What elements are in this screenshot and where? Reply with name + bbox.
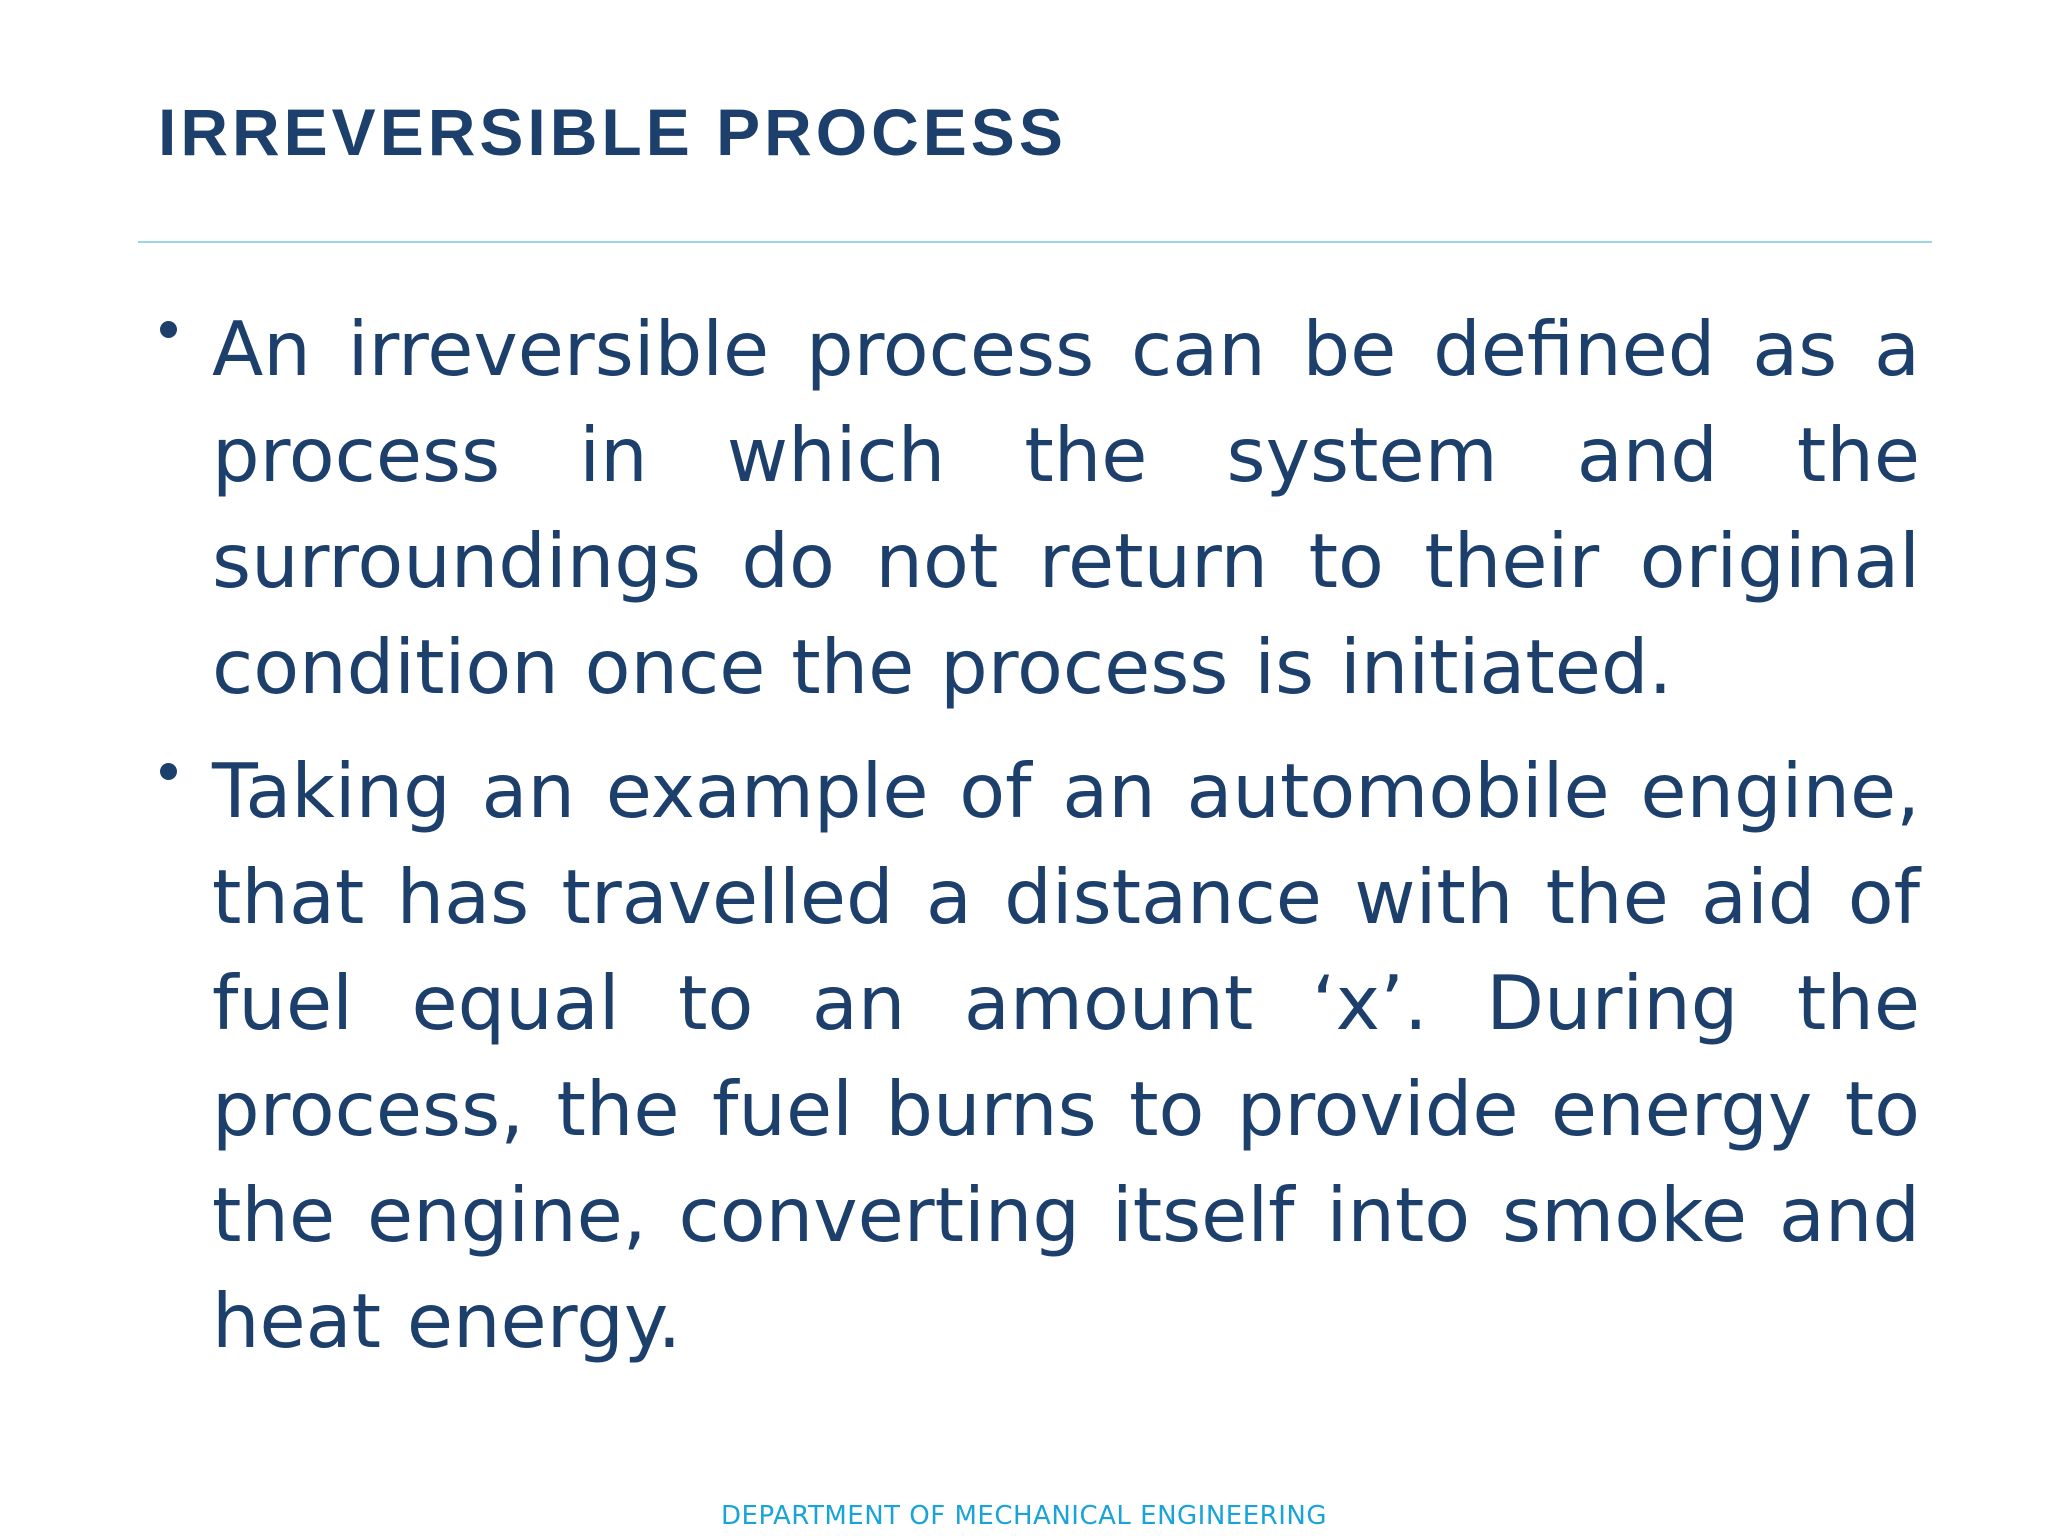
bullet-dot-icon <box>160 321 177 338</box>
slide-title: IRREVERSIBLE PROCESS <box>158 95 1067 169</box>
bullet-list <box>160 296 1920 1392</box>
bullet-text: An irreversible process can be defined as a process in which the system and the surroundings do not return to their original condition once the process is initiated. <box>212 305 1920 711</box>
bullet-item-1 <box>160 296 1920 720</box>
footer-department: DEPARTMENT OF MECHANICAL ENGINEERING <box>721 1501 1327 1531</box>
bullet-text: Taking an example of an automobile engine, that has travelled a distance with the aid of fuel equal to an amount ‘x’. During the process, the fuel burns to provide energy to the engine, converting itself into smoke and heat energy. <box>212 747 1920 1365</box>
bullet-dot-icon <box>160 763 177 780</box>
bullet-item-2 <box>160 738 1920 1374</box>
title-divider <box>138 241 1932 243</box>
